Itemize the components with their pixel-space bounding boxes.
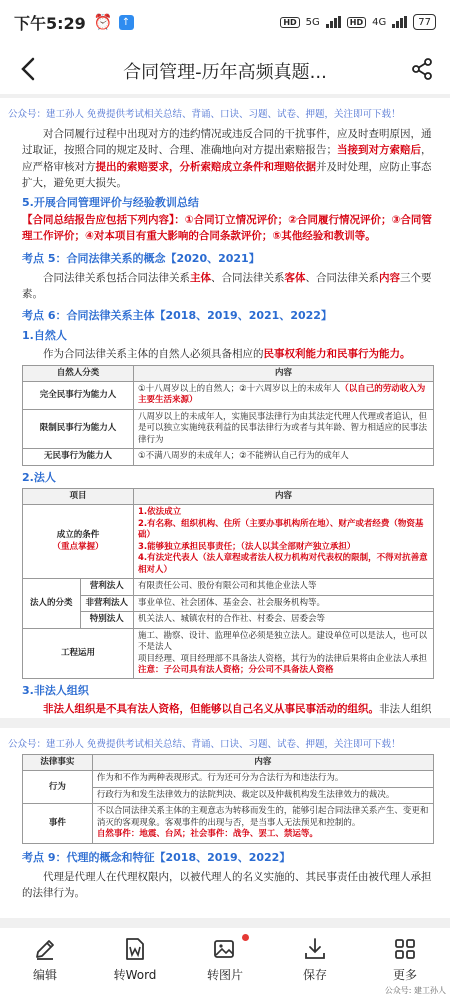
t2-eng-content <box>133 628 433 679</box>
network-4g-label: 4G <box>372 16 387 28</box>
k5-d: 客体 <box>284 271 306 284</box>
t2-c2: 2.有名称、组织机构、住所（主要办事机构所在地）、财产或者经费（物资基础） <box>137 518 424 541</box>
t1-header-category: 自然人分类 <box>23 365 134 381</box>
t2-cond-cell <box>23 505 134 579</box>
hd-badge-2: HD <box>347 17 366 28</box>
s3-a: 非法人组织是不具有法人资格，但能够以自己名义从事民事活动的组织。 <box>43 703 379 716</box>
k5-e: 、合同法律关系 <box>305 271 379 284</box>
watermark-text-2: 公众号：建工孙人 免费提供考试相关总结、背诵、口诀、习题、试卷、押题，关注即可下载！ <box>8 739 401 750</box>
notification-icon: ↑ <box>119 15 134 30</box>
table-row <box>23 579 434 595</box>
status-time: 下午5:29 <box>14 13 86 33</box>
t4-cell: 行政行为和发生法律效力的法院判决、裁定以及仲裁机构发生法律效力的裁决。 <box>92 787 433 803</box>
table-row <box>23 409 434 448</box>
legal-person-table <box>22 488 434 680</box>
t2-cell: 事业单位、社会团体、基金会、社会服务机构等。 <box>133 595 433 611</box>
hd-badge: HD <box>280 17 299 28</box>
table-row <box>23 449 434 465</box>
t2-cell: 有限责任公司、股份有限公司和其他企业法人等 <box>133 579 433 595</box>
natural-person-paragraph <box>22 346 434 362</box>
t1-header-content: 内容 <box>133 365 433 381</box>
table-row <box>23 628 434 679</box>
k5-g: 三个要素。 <box>22 271 432 300</box>
t1-r1-red: （以自己的劳动收入为主要生活来源） <box>137 384 426 406</box>
t1-cell: 限制民事行为能力人 <box>23 409 134 448</box>
t2-e3: 注意：子公司具有法人资格；分公司不具备法人资格 <box>137 664 334 675</box>
status-bar <box>0 0 450 44</box>
t1-cell: 无民事行为能力人 <box>23 449 134 465</box>
legal-person-heading: 2.法人 <box>22 470 56 484</box>
save-label: 保存 <box>302 968 327 982</box>
t2-e1: 施工、勘察、设计、监理单位必须是独立法人。建设单位可以是法人，也可以不是法人 <box>137 630 427 653</box>
topic-9-paragraph: 代理是代理人在代理权限内，以被代理人的名义实施的、其民事责任由被代理人承担的法律行为。 <box>22 870 432 900</box>
grid-more-icon <box>392 936 418 962</box>
pencil-icon <box>32 936 58 962</box>
legal-fact-table <box>22 754 434 844</box>
summary-box: 【合同总结报告应包括下列内容】：①合同订立情况评价；②合同履行情况评价；③合同管理工作评价；④对本项目有重大影响的合同条款评价；⑤其他经验和教训等。 <box>22 214 432 242</box>
unincorporated-heading: 3.非法人组织 <box>22 684 89 698</box>
t4-b2a: 不以合同法律关系主体的主观意志为转移而发生的，能够引起合同法律关系产生、变更和消灭的客观现象。客观事件的出现与否，是当事人无法预见和控制的。 <box>96 806 429 828</box>
t2-cell: 特别法人 <box>80 612 133 628</box>
table-row <box>23 595 434 611</box>
t4-header-content: 内容 <box>92 755 433 771</box>
t2-cell: 机关法人、城镇农村的合作社、村委会、居委会等 <box>133 612 433 628</box>
nav-bar <box>0 44 450 94</box>
network-5g-label: 5G <box>305 16 320 28</box>
document-page-2[interactable] <box>0 728 450 918</box>
t1-r1-text: ①十八周岁以上的自然人；②十六周岁以上的未成年人 <box>137 384 341 395</box>
t2-c3: 3.能够独立承担民事责任；（法人以其全部财产独立承担） <box>137 541 356 552</box>
document-page-1[interactable] <box>0 98 450 718</box>
t4-header-fact: 法律事实 <box>23 755 93 771</box>
back-arrow-icon[interactable] <box>14 54 44 84</box>
t4-cell: 行为 <box>23 771 93 804</box>
unincorporated-paragraph <box>22 701 434 718</box>
s1-a: 作为合同法律关系主体的自然人必须具备相应的 <box>43 348 264 361</box>
t4-b2b: 自然事件：地震、台风；社会事件：战争、罢工、禁运等。 <box>96 829 318 840</box>
intro-end: 并及时处理，应防止事态扩大，避免更大损失。 <box>22 160 432 189</box>
page-2-content <box>0 754 450 901</box>
edit-button[interactable] <box>0 928 90 1000</box>
new-badge-dot <box>242 934 249 941</box>
image-icon <box>212 936 238 962</box>
t2-header-content: 内容 <box>133 488 433 504</box>
watermark-text: 公众号：建工孙人 免费提供考试相关总结、背诵、口诀、习题、试卷、押题，关注即可下载！ <box>8 109 401 120</box>
t4-cell <box>92 804 433 843</box>
battery-icon: 77 <box>413 14 436 30</box>
s1-b: 民事权利能力和民事行为能力。 <box>263 348 411 361</box>
page-title: 合同管理-历年高频真题... <box>123 62 327 83</box>
t4-cell: 事件 <box>23 804 93 843</box>
t2-cond-note: （重点掌握） <box>52 541 104 552</box>
table-row <box>23 382 434 410</box>
t1-cell <box>133 382 433 410</box>
corner-watermark: 公众号: 建工孙人 <box>384 986 446 995</box>
intro-red-1: 当接到对方索赔后 <box>337 144 421 157</box>
word-doc-icon <box>122 936 148 962</box>
share-icon[interactable] <box>410 57 434 81</box>
t1-cell: 完全民事行为能力人 <box>23 382 134 410</box>
download-icon <box>302 936 328 962</box>
k5-a: 合同法律关系包括合同法律关系 <box>43 271 190 284</box>
to-image-label: 转图片 <box>206 968 243 982</box>
t2-cond: 成立的条件 <box>56 530 100 541</box>
t2-cell: 非营利法人 <box>80 595 133 611</box>
table-row <box>23 505 434 579</box>
t2-cell: 营利法人 <box>80 579 133 595</box>
t2-c1: 1.依法成立 <box>137 507 182 518</box>
heading-5: 5.开展合同管理评价与经验教训总结 <box>22 196 199 210</box>
signal-icon-2 <box>392 16 407 28</box>
k5-f: 内容 <box>379 271 400 284</box>
status-right <box>280 14 436 30</box>
k5-b: 主体 <box>190 271 211 284</box>
table-row <box>23 804 434 843</box>
to-image-button[interactable] <box>180 928 270 1000</box>
signal-icon <box>326 16 341 28</box>
to-word-label: 转Word <box>113 968 157 982</box>
bottom-toolbar <box>0 928 450 1000</box>
table-row <box>23 771 434 787</box>
intro-text: 对合同履行过程中出现对方的违约情况或违反合同的干扰事件，应及时查明原因，通过取证，按照合同的规定及时、合理、准确地向对方提出索赔报告； <box>22 128 432 157</box>
intro-paragraph <box>22 126 434 191</box>
topic-5-heading: 考点 5：合同法律关系的概念【2020、2021】 <box>22 251 260 265</box>
table-row <box>23 612 434 628</box>
topic-6-heading: 考点 6：合同法律关系主体【2018、2019、2021、2022】 <box>22 309 332 323</box>
k5-c: 、合同法律关系 <box>211 271 285 284</box>
alarm-icon: ⏰ <box>93 13 113 31</box>
t2-c4: 4.有法定代表人（法人章程或者法人权力机构对代表权的限制，不得对抗善意相对人） <box>137 553 428 575</box>
to-word-button[interactable] <box>90 928 180 1000</box>
natural-person-heading: 1.自然人 <box>22 329 67 343</box>
page-1-content <box>0 126 450 718</box>
intro-red-2: 提出的索赔要求，分析索赔成立条件和理赔依据 <box>95 160 316 173</box>
topic-5-paragraph <box>22 270 434 303</box>
natural-person-table <box>22 365 434 466</box>
s3-b: 非法人组织 <box>379 703 432 716</box>
t2-cond-content <box>133 505 433 579</box>
topic-9-heading: 考点 9：代理的概念和特征【2018、2019、2022】 <box>22 850 291 864</box>
edit-label: 编辑 <box>32 968 57 982</box>
save-button[interactable] <box>270 928 360 1000</box>
t1-cell: 八周岁以上的未成年人，实施民事法律行为由其法定代理人代理或者追认，但是可以独立实施纯获利益的民事法律行为或者与其年龄、智力相适应的民事法律行为 <box>133 409 433 448</box>
more-label: 更多 <box>392 968 417 982</box>
t1-cell: ①不满八周岁的未成年人；②不能辨认自己行为的成年人 <box>133 449 433 465</box>
t4-cell: 作为和不作为两种表现形式。行为还可分为合法行为和违法行为。 <box>92 771 433 787</box>
t2-e2: 项目经理、项目经理部不具备法人资格，其行为的法律后果将由企业法人承担 <box>137 653 427 664</box>
intro-mid: ，应严格审核对方 <box>22 144 432 173</box>
t2-cell: 法人的分类 <box>23 579 81 628</box>
t2-cell: 工程运用 <box>23 628 134 679</box>
t2-header-item: 项目 <box>23 488 134 504</box>
